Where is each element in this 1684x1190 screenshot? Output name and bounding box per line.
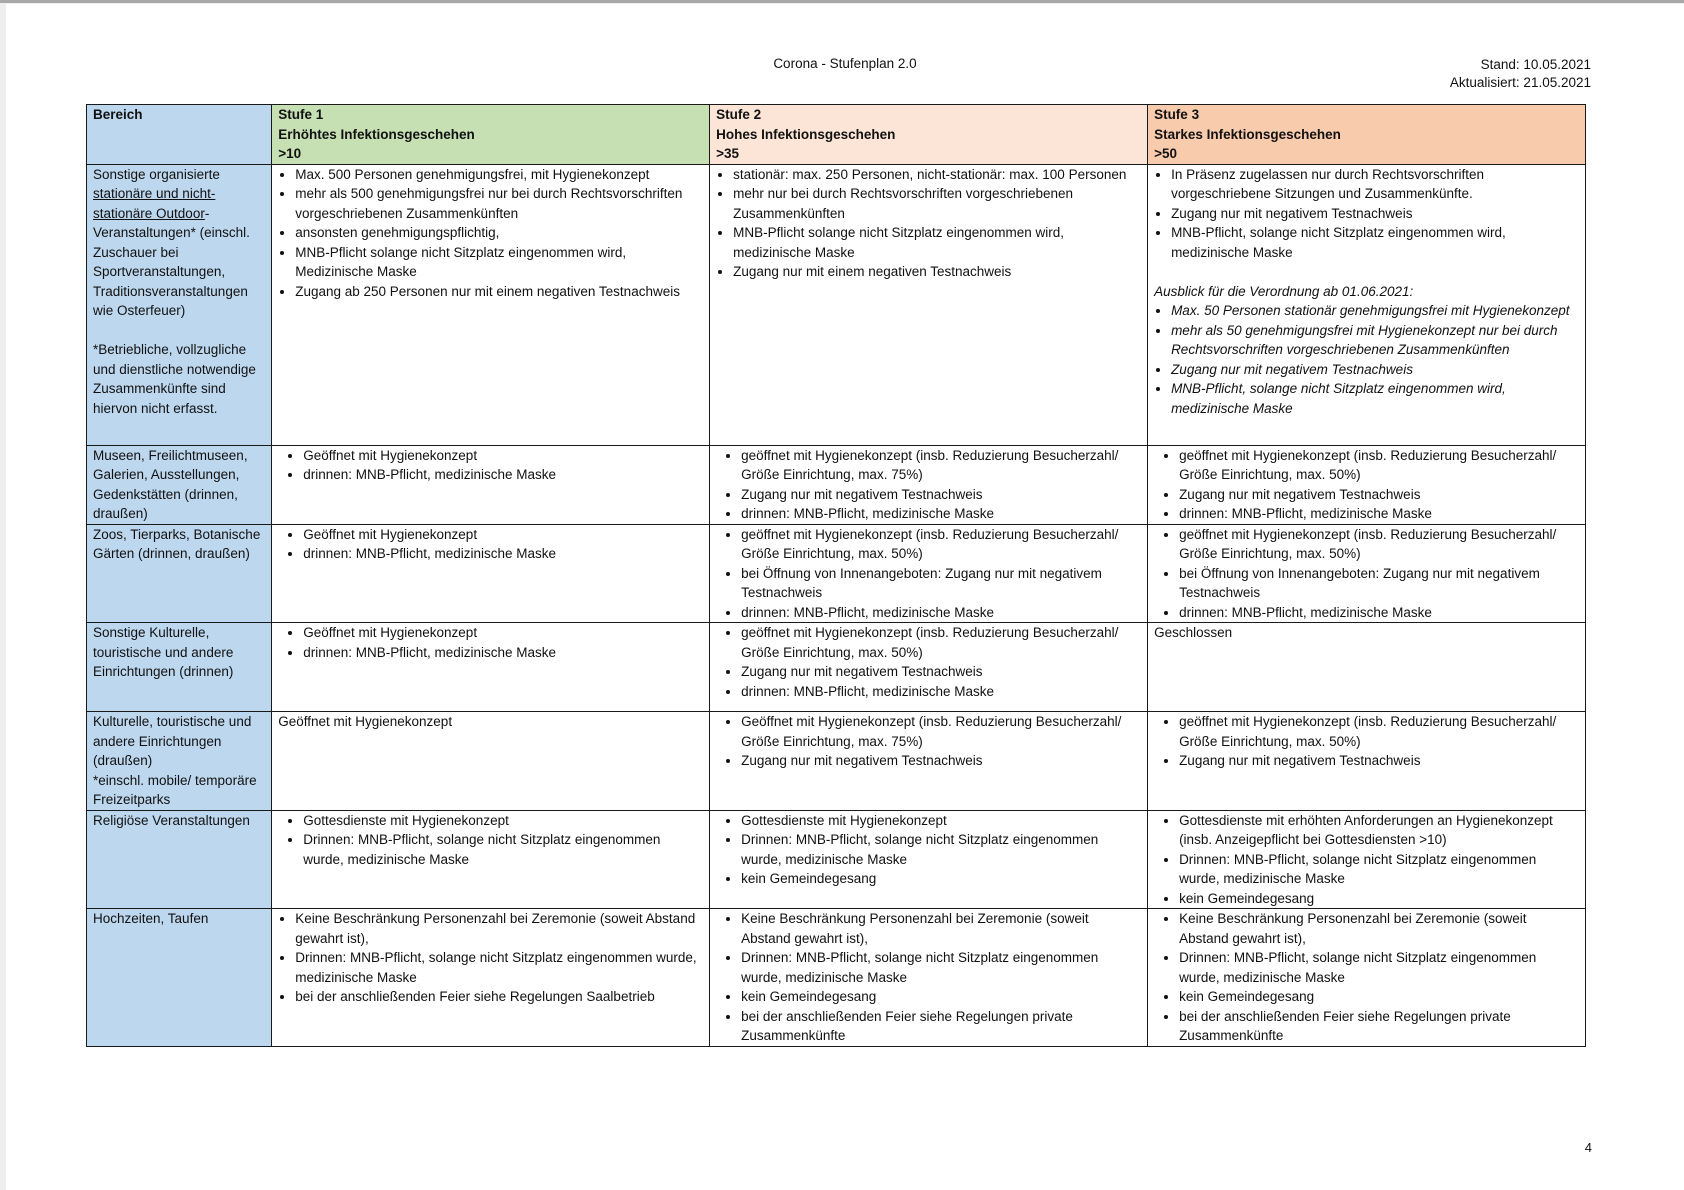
list-item: • bei der anschließenden Feier siehe Regelungen Saalbetrieb — [295, 987, 703, 1007]
stufe-3-cell: Geschlossen — [1148, 623, 1586, 712]
document-page — [6, 4, 1684, 1190]
area-footnote: *einschl. mobile/ temporäre Freizeitparks — [93, 772, 257, 807]
list-item: • drinnen: MNB-Pflicht, medizinische Maske — [303, 465, 703, 485]
stufe-3-cell — [1148, 164, 1586, 445]
area-cell: Museen, Freilichtmuseen, Galerien, Ausstellungen, Gedenkstätten (drinnen, draußen) — [87, 445, 272, 524]
list-item: • Zugang nur mit negativem Testnachweis — [741, 662, 1141, 682]
list-item: • drinnen: MNB-Pflicht, medizinische Maske — [1179, 504, 1579, 524]
list-item: • Zugang nur mit negativem Testnachweis — [1179, 485, 1579, 505]
list-item: • Zugang nur mit negativem Testnachweis — [741, 751, 1141, 771]
table-row — [87, 164, 1586, 445]
column-header-stufe-3 — [1148, 105, 1586, 165]
list-item: • MNB-Pflicht solange nicht Sitzplatz eingenommen wird, Medizinische Maske — [295, 243, 703, 282]
list-item: • drinnen: MNB-Pflicht, medizinische Maske — [1179, 603, 1579, 623]
area-underlined-text: stationäre und nicht-stationäre Outdoor — [93, 186, 216, 221]
list-item: • Zugang ab 250 Personen nur mit einem negativen Testnachweis — [295, 282, 703, 302]
list-item: • kein Gemeindegesang — [741, 987, 1141, 1007]
stufe-2-cell — [710, 623, 1148, 712]
list-item: • kein Gemeindegesang — [741, 869, 1141, 889]
stufe-2-cell — [710, 712, 1148, 811]
stufe-2-cell — [710, 445, 1148, 524]
list-item: • Max. 50 Personen stationär genehmigungsfrei mit Hygienekonzept — [1171, 301, 1579, 321]
stufe-3-cell — [1148, 712, 1586, 811]
table-row — [87, 524, 1586, 623]
area-cell: Sonstige organisierte stationäre und nicht-stationäre Outdoor-Veranstaltungen* (einschl. Zuschauer bei Sportveranstaltungen, Traditionsveranstaltungen wie Osterfeuer) *Betriebliche, vollzugliche und dienstliche notwendige Zusammenkünfte sind hiervon nicht erfasst. — [87, 164, 272, 445]
list-item: • Keine Beschränkung Personenzahl bei Zeremonie (soweit Abstand gewahrt ist), — [741, 909, 1141, 948]
list-item: • bei Öffnung von Innenangeboten: Zugang nur mit negativem Testnachweis — [1179, 564, 1579, 603]
list-item: • Max. 500 Personen genehmigungsfrei, mit Hygienekonzept — [295, 165, 703, 185]
column-header-stufe-1 — [272, 105, 710, 165]
list-item: • bei der anschließenden Feier siehe Regelungen private Zusammenkünfte — [741, 1007, 1141, 1046]
list-item: • Geöffnet mit Hygienekonzept — [303, 623, 703, 643]
list-item: • geöffnet mit Hygienekonzept (insb. Reduzierung Besucherzahl/ Größe Einrichtung, max. 50%) — [1179, 446, 1579, 485]
list-item: • geöffnet mit Hygienekonzept (insb. Reduzierung Besucherzahl/ Größe Einrichtung, max. 50%) — [1179, 712, 1579, 751]
stufe-1-cell — [272, 810, 710, 909]
list-item: • Drinnen: MNB-Pflicht, solange nicht Sitzplatz eingenommen wurde, medizinische Maske — [303, 830, 703, 869]
stufe-3-cell — [1148, 524, 1586, 623]
table-row — [87, 810, 1586, 909]
table-header-row — [87, 105, 1586, 165]
list-item: • Gottesdienste mit Hygienekonzept — [741, 811, 1141, 831]
list-item: • MNB-Pflicht solange nicht Sitzplatz eingenommen wird, medizinische Maske — [733, 223, 1141, 262]
document-title: Corona - Stufenplan 2.0 — [773, 56, 917, 71]
list-item: • Geöffnet mit Hygienekonzept — [303, 446, 703, 466]
area-footnote: *Betriebliche, vollzugliche und dienstliche notwendige Zusammenkünfte sind hiervon nicht erfasst. — [93, 342, 256, 416]
list-item: • drinnen: MNB-Pflicht, medizinische Maske — [741, 504, 1141, 524]
area-cell: Kulturelle, touristische und andere Einrichtungen (draußen) *einschl. mobile/ temporäre Freizeitparks — [87, 712, 272, 811]
list-item: • geöffnet mit Hygienekonzept (insb. Reduzierung Besucherzahl/ Größe Einrichtung, max. 50%) — [1179, 525, 1579, 564]
table-row — [87, 623, 1586, 712]
list-item: • Drinnen: MNB-Pflicht, solange nicht Sitzplatz eingenommen wurde, medizinische Maske — [1179, 948, 1579, 987]
list-item: • bei der anschließenden Feier siehe Regelungen private Zusammenkünfte — [1179, 1007, 1579, 1046]
list-item: • kein Gemeindegesang — [1179, 987, 1579, 1007]
list-item: • Drinnen: MNB-Pflicht, solange nicht Sitzplatz eingenommen wurde, medizinische Maske — [741, 830, 1141, 869]
stufe-3-desc: Starkes Infektionsgeschehen — [1154, 126, 1341, 142]
list-item: • Geöffnet mit Hygienekonzept (insb. Reduzierung Besucherzahl/ Größe Einrichtung, max. 75%) — [741, 712, 1141, 751]
stufe-1-cell — [272, 623, 710, 712]
column-header-area: Bereich — [87, 105, 272, 165]
area-cell: Religiöse Veranstaltungen — [87, 810, 272, 909]
list-item: • geöffnet mit Hygienekonzept (insb. Reduzierung Besucherzahl/ Größe Einrichtung, max. 50%) — [741, 525, 1141, 564]
list-item: • bei Öffnung von Innenangeboten: Zugang nur mit negativem Testnachweis — [741, 564, 1141, 603]
stufe-1-desc: Erhöhtes Infektionsgeschehen — [278, 126, 475, 142]
stufe-1-cell — [272, 524, 710, 623]
list-item: • Zugang nur mit negativem Testnachweis — [1171, 204, 1579, 224]
list-item: • kein Gemeindegesang — [1179, 889, 1579, 909]
list-item: • Keine Beschränkung Personenzahl bei Zeremonie (soweit Abstand gewahrt ist), — [295, 909, 703, 948]
list-item: • Drinnen: MNB-Pflicht, solange nicht Sitzplatz eingenommen wurde, medizinische Maske — [1179, 850, 1579, 889]
list-item: • Zugang nur mit negativem Testnachweis — [1179, 751, 1579, 771]
updated-date: Aktualisiert: 21.05.2021 — [1449, 75, 1591, 90]
list-item: • Drinnen: MNB-Pflicht, solange nicht Sitzplatz eingenommen wurde, medizinische Maske — [295, 948, 703, 987]
stufe-2-threshold: >35 — [716, 146, 740, 161]
area-cell: Zoos, Tierparks, Botanische Gärten (drinnen, draußen) — [87, 524, 272, 623]
stufe-1-cell — [272, 164, 710, 445]
stufe-2-cell — [710, 909, 1148, 1047]
list-item: • Geöffnet mit Hygienekonzept — [303, 525, 703, 545]
stufe-3-cell — [1148, 445, 1586, 524]
viewer-top-border — [0, 0, 1684, 3]
list-item: • Gottesdienste mit Hygienekonzept — [303, 811, 703, 831]
stufe-2-cell — [710, 810, 1148, 909]
list-item: • drinnen: MNB-Pflicht, medizinische Maske — [303, 544, 703, 564]
area-cell: Sonstige Kulturelle, touristische und andere Einrichtungen (drinnen) — [87, 623, 272, 712]
list-item: • mehr als 500 genehmigungsfrei nur bei durch Rechtsvorschriften vorgeschriebenen Zusammenkünften — [295, 184, 703, 223]
stufe-1-name: Stufe 1 — [278, 107, 324, 122]
list-item: • MNB-Pflicht, solange nicht Sitzplatz eingenommen wird, medizinische Maske — [1171, 379, 1579, 418]
stufe-1-cell — [272, 909, 710, 1047]
list-item: • geöffnet mit Hygienekonzept (insb. Reduzierung Besucherzahl/ Größe Einrichtung, max. 75%) — [741, 446, 1141, 485]
stufe-1-threshold: >10 — [278, 146, 302, 161]
table-row — [87, 445, 1586, 524]
list-item: • mehr als 50 genehmigungsfrei mit Hygienekonzept nur bei durch Rechtsvorschriften vorgeschriebenen Zusammenkünften — [1171, 321, 1579, 360]
stufe-3-threshold: >50 — [1154, 146, 1177, 161]
list-item: • mehr nur bei durch Rechtsvorschriften vorgeschriebenen Zusammenkünften — [733, 184, 1141, 223]
list-item: • Drinnen: MNB-Pflicht, solange nicht Sitzplatz eingenommen wurde, medizinische Maske — [741, 948, 1141, 987]
outlook-title: Ausblick für die Verordnung ab 01.06.2021: — [1154, 283, 1414, 299]
stand-date: Stand: 10.05.2021 — [1480, 57, 1591, 72]
stufe-3-cell — [1148, 810, 1586, 909]
stufe-2-cell — [710, 164, 1148, 445]
table-row — [87, 909, 1586, 1047]
list-item: • MNB-Pflicht, solange nicht Sitzplatz eingenommen wird, medizinische Maske — [1171, 223, 1579, 262]
stufe-2-name: Stufe 2 — [716, 107, 762, 122]
list-item: • drinnen: MNB-Pflicht, medizinische Maske — [303, 643, 703, 663]
list-item: • ansonsten genehmigungspflichtig, — [295, 223, 703, 243]
list-item: • stationär: max. 250 Personen, nicht-stationär: max. 100 Personen — [733, 165, 1141, 185]
stufe-3-cell — [1148, 909, 1586, 1047]
list-item: • In Präsenz zugelassen nur durch Rechtsvorschriften vorgeschriebene Sitzungen und Zusammenkünfte. — [1171, 165, 1579, 204]
stufe-2-desc: Hohes Infektionsgeschehen — [716, 126, 896, 142]
list-item: • Gottesdienste mit erhöhten Anforderungen an Hygienekonzept (insb. Anzeigepflicht bei Gottesdiensten >10) — [1179, 811, 1579, 850]
list-item: • drinnen: MNB-Pflicht, medizinische Maske — [741, 682, 1141, 702]
stufe-3-name: Stufe 3 — [1154, 107, 1200, 122]
column-header-stufe-2 — [710, 105, 1148, 165]
list-item: • Keine Beschränkung Personenzahl bei Zeremonie (soweit Abstand gewahrt ist), — [1179, 909, 1579, 948]
list-item: • geöffnet mit Hygienekonzept (insb. Reduzierung Besucherzahl/ Größe Einrichtung, max. 50%) — [741, 623, 1141, 662]
list-item: • drinnen: MNB-Pflicht, medizinische Maske — [741, 603, 1141, 623]
stufe-1-cell: Geöffnet mit Hygienekonzept — [272, 712, 710, 811]
area-cell: Hochzeiten, Taufen — [87, 909, 272, 1047]
document-dates — [1450, 56, 1591, 92]
stufe-1-cell — [272, 445, 710, 524]
stufenplan-table — [86, 104, 1586, 1047]
list-item: • Zugang nur mit einem negativen Testnachweis — [733, 262, 1141, 282]
stufe-2-cell — [710, 524, 1148, 623]
list-item: • Zugang nur mit negativem Testnachweis — [1171, 360, 1579, 380]
page-number: 4 — [1584, 1140, 1592, 1155]
table-row — [87, 712, 1586, 811]
list-item: • Zugang nur mit negativem Testnachweis — [741, 485, 1141, 505]
